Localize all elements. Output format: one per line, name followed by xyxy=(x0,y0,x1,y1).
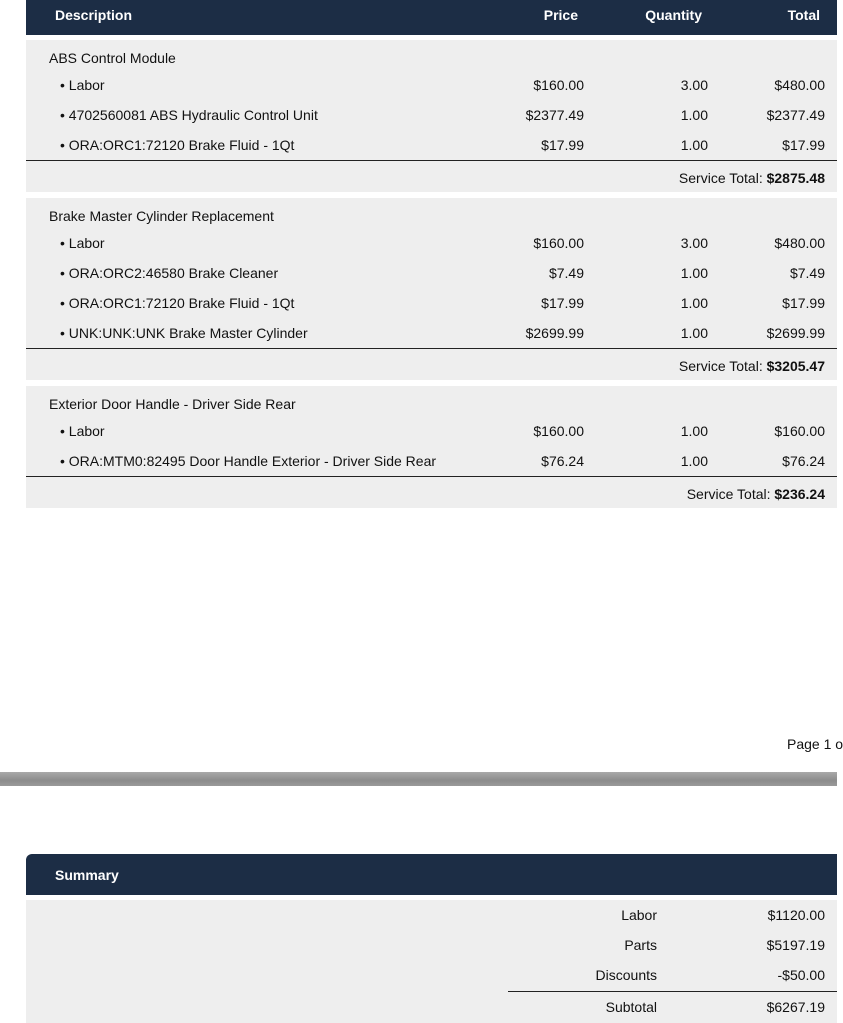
item-total: $17.99 xyxy=(782,295,825,311)
table-row xyxy=(26,258,837,288)
item-price: $17.99 xyxy=(541,137,584,153)
table-row xyxy=(26,446,837,476)
summary-label: Parts xyxy=(624,937,657,953)
service-title: Brake Master Cylinder Replacement xyxy=(49,208,274,224)
item-total: $7.49 xyxy=(789,265,825,281)
item-quantity: 1.00 xyxy=(680,265,708,281)
item-quantity: 1.00 xyxy=(680,107,708,123)
service-section xyxy=(26,40,837,192)
summary-row xyxy=(26,992,837,1022)
summary-value: $6267.19 xyxy=(766,999,825,1015)
summary-row xyxy=(26,960,837,990)
service-total-label: Service Total: xyxy=(686,486,771,502)
table-row xyxy=(26,70,837,100)
item-price: $160.00 xyxy=(533,423,584,439)
table-row xyxy=(26,318,837,348)
summary-row xyxy=(26,930,837,960)
page-break xyxy=(0,772,837,786)
summary-value: $1120.00 xyxy=(767,907,825,923)
divider xyxy=(26,160,837,161)
service-total-value: $3205.47 xyxy=(766,358,825,374)
item-total: $2377.49 xyxy=(766,107,825,123)
item-total: $17.99 xyxy=(782,137,825,153)
divider xyxy=(26,476,837,477)
item-total: $76.24 xyxy=(782,453,825,469)
item-quantity: 3.00 xyxy=(680,235,708,251)
item-description: • UNK:UNK:UNK Brake Master Cylinder xyxy=(60,325,308,341)
service-total-value: $2875.48 xyxy=(766,170,825,186)
item-description: • Labor xyxy=(60,77,105,93)
header-price: Price xyxy=(543,7,578,23)
item-quantity: 1.00 xyxy=(680,137,708,153)
item-total: $160.00 xyxy=(774,423,825,439)
table-row xyxy=(26,100,837,130)
item-price: $2377.49 xyxy=(525,107,584,123)
item-description: • ORA:MTM0:82495 Door Handle Exterior - Driver Side Rear xyxy=(60,453,437,469)
divider xyxy=(26,348,837,349)
summary-label: Discounts xyxy=(595,967,657,983)
table-row xyxy=(26,130,837,160)
header-description: Description xyxy=(55,7,133,23)
summary-value: -$50.00 xyxy=(777,967,825,983)
service-title: ABS Control Module xyxy=(49,50,176,66)
item-description: • ORA:ORC2:46580 Brake Cleaner xyxy=(60,265,279,281)
service-section xyxy=(26,386,837,508)
header-quantity: Quantity xyxy=(645,7,702,23)
item-description: • Labor xyxy=(60,235,105,251)
item-price: $160.00 xyxy=(533,77,584,93)
table-row xyxy=(26,288,837,318)
item-quantity: 1.00 xyxy=(680,423,708,439)
item-price: $160.00 xyxy=(533,235,584,251)
item-total: $480.00 xyxy=(774,77,825,93)
item-quantity: 1.00 xyxy=(680,453,708,469)
item-price: $7.49 xyxy=(548,265,584,281)
item-quantity: 1.00 xyxy=(680,325,708,341)
table-header xyxy=(26,0,837,35)
summary-value: $5197.19 xyxy=(766,937,825,953)
table-row xyxy=(26,416,837,446)
page-number: Page 1 o xyxy=(787,736,843,752)
item-total: $480.00 xyxy=(774,235,825,251)
service-total-label: Service Total: xyxy=(678,358,763,374)
summary-header xyxy=(26,854,837,895)
service-total xyxy=(679,170,825,186)
service-total-label: Service Total: xyxy=(678,170,763,186)
header-total: Total xyxy=(787,7,820,23)
item-description: • ORA:ORC1:72120 Brake Fluid - 1Qt xyxy=(60,295,295,311)
table-row xyxy=(26,228,837,258)
service-total xyxy=(679,358,825,374)
service-total xyxy=(687,486,825,502)
item-description: • ORA:ORC1:72120 Brake Fluid - 1Qt xyxy=(60,137,295,153)
item-total: $2699.99 xyxy=(766,325,825,341)
item-description: • 4702560081 ABS Hydraulic Control Unit xyxy=(60,107,318,123)
service-title: Exterior Door Handle - Driver Side Rear xyxy=(49,396,296,412)
item-price: $2699.99 xyxy=(525,325,584,341)
item-quantity: 1.00 xyxy=(680,295,708,311)
item-description: • Labor xyxy=(60,423,105,439)
service-section xyxy=(26,198,837,380)
summary-table xyxy=(26,900,837,1023)
item-price: $17.99 xyxy=(541,295,584,311)
summary-row xyxy=(26,900,837,930)
item-quantity: 3.00 xyxy=(680,77,708,93)
service-total-value: $236.24 xyxy=(774,486,825,502)
summary-label: Labor xyxy=(621,907,657,923)
item-price: $76.24 xyxy=(541,453,584,469)
summary-label: Subtotal xyxy=(605,999,657,1015)
summary-title: Summary xyxy=(55,867,119,883)
